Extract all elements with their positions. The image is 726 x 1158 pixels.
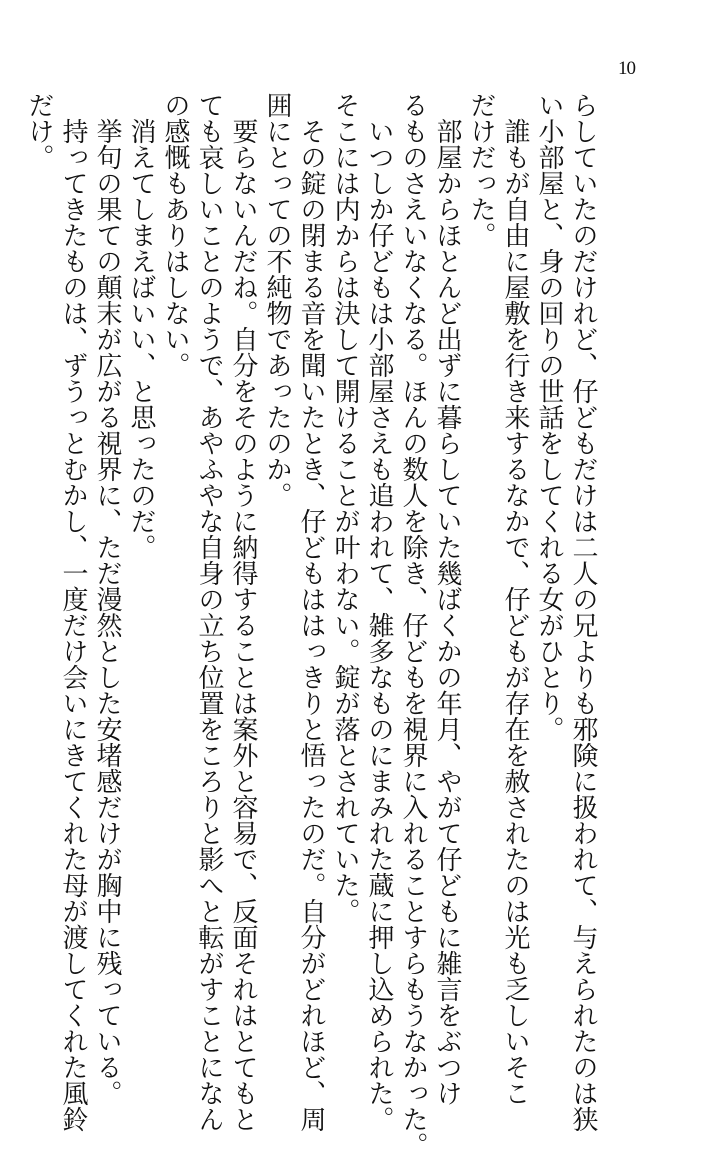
text-line-16: 持ってきたものは、ずうっとむかし、一度だけ会いにきてくれた母が渡してくれた風鈴 (58, 92, 88, 1132)
text-line-5: 部屋からほとんど出ずに暮らしていた幾ばくかの年月、やがて仔どもに雑言をぶつけ (432, 92, 462, 1106)
text-line-4: だけだった。 (466, 92, 496, 248)
text-line-1: らしていたのだけれど、仔どもだけは二人の兄よりも邪険に扱われて、与えられたのは狭 (568, 92, 598, 1132)
text-line-7: いつしか仔どもは小部屋さえも追われて、雑多なものにまみれた蔵に押し込められた。 (364, 92, 394, 1132)
text-line-9: その錠の閉まる音を聞いたとき、仔どもははっきりと悟ったのだ。自分がどれほど、周 (296, 92, 326, 1132)
text-line-15: 挙句の果ての顛末が広がる視界に、ただ漫然とした安堵感だけが胸中に残っている。 (92, 92, 122, 1106)
text-line-6: るものさえいなくなる。ほんの数人を除き、仔どもを視界に入れることすらもうなかった。 (398, 92, 428, 1158)
text-line-2: い小部屋と、身の回りの世話をしてくれる女がひとり。 (534, 92, 564, 742)
text-line-10: 囲にとっての不純物であったのか。 (262, 92, 292, 508)
text-line-8: そこには内からは決して開けることが叶わない。錠が落とされていた。 (330, 92, 360, 924)
text-line-14: 消えてしまえばいい、と思ったのだ。 (126, 92, 156, 560)
text-line-11: 要らないんだね。自分をそのように納得することは案外と容易で、反面それはとてもと (228, 92, 258, 1132)
text-line-3: 誰もが自由に屋敷を行き来するなかで、仔どもが存在を赦されたのは光も乏しいそこ (500, 92, 530, 1106)
page-number: 10 (618, 58, 635, 79)
text-line-17: だけ。 (24, 92, 54, 170)
text-line-12: ても哀しいことのようで、あやふやな自身の立ち位置をころりと影へと転がすことになん (194, 92, 224, 1132)
text-line-13: の感慨もありはしない。 (160, 92, 190, 378)
